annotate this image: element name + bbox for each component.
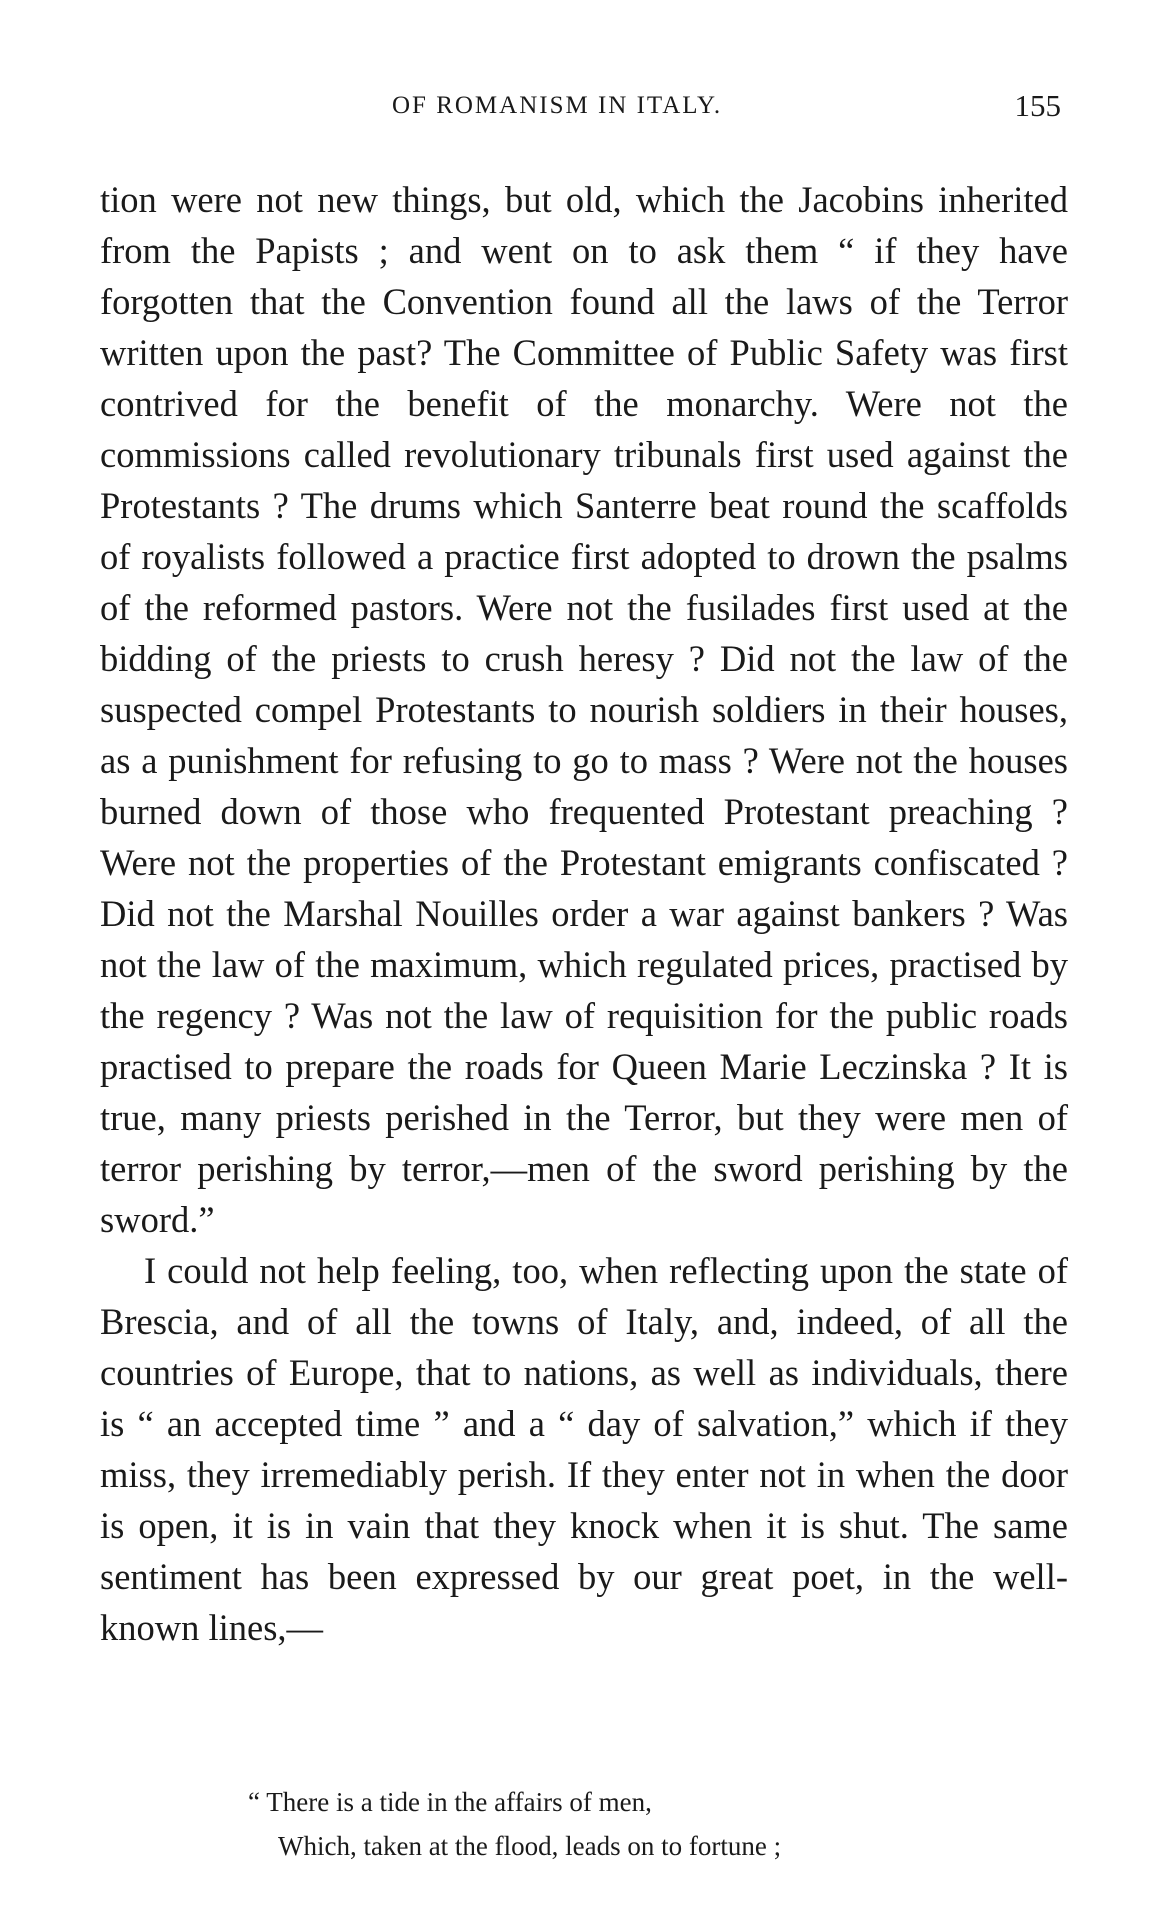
running-head: OF ROMANISM IN ITALY. [392,92,723,119]
paragraph-continued: tion were not new things, but old, which the Jacobins inherited from the Papists ; and went on to ask them “ if they have forgotten that the Convention found all the laws of the Terror written upon the past? The Committee of Public Safety was first contrived for the benefit of the monarchy. Were not the commissions called revolutionary tribunals first used against the Protestants ? The drums which Santerre beat round the scaffolds of royalists followed a practice first adopted to drown the psalms of the reformed pastors. Were not the fusilades first used at the bidding of the priests to crush heresy ? Did not the law of the suspected compel Protestants to nourish soldiers in their houses, as a punishment for refusing to go to mass ? Were not the houses burned down of those who frequented Protestant preaching ? Were not the properties of the Protestant emigrants confiscated ? Did not the Marshal Nouilles order a war against bankers ? Was not the law of the maximum, which regulated prices, practised by the regency ? Was not the law of requisition for the public roads practised to prepare the roads for Queen Marie Leczinska ? It is true, many priests perished in the Terror, but they were men of terror perishing by terror,—men of the sword perishing by the sword.” [100,179,1068,1240]
paragraph-brescia: I could not help feeling, too, when reflecting upon the state of Brescia, and of all the towns of Italy, and, indeed, of all the countries of Europe, that to nations, as well as individuals, there is “ an accepted time ” and a “ day of salvation,” which if they miss, they irremediably perish. If they enter not in when the door is open, it is in vain that they knock when it is shut. The same sentiment has been expressed by our great poet, in the well-known lines,— [100,1250,1068,1648]
quotation-line: “ There is a tide in the affairs of men, [248,1787,652,1817]
quotation-line: Which, taken at the flood, leads on to fortune ; [278,1831,782,1861]
page-number: 155 [1014,88,1061,123]
verse-quotation [248,1780,781,1868]
body-text [100,174,1068,1653]
